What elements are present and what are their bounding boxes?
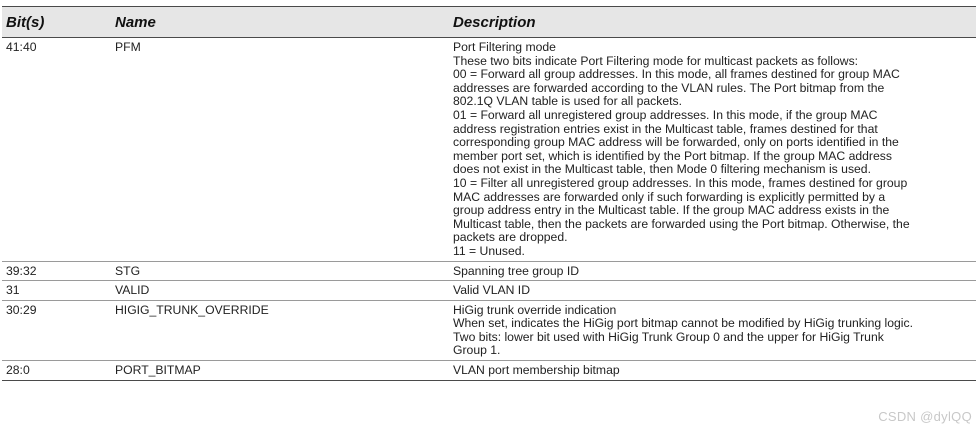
table-row (2, 261, 976, 281)
header-description: Description (451, 7, 976, 38)
description-line: addresses are forwarded according to the VLAN rules. The Port bitmap from the (453, 80, 885, 95)
bits-cell: 39:32 (2, 261, 113, 281)
description-line: 802.1Q VLAN table is used for all packets. (453, 94, 682, 109)
watermark: CSDN @dylQQ (878, 409, 972, 424)
description-line: member port set, which is identified by the Port bitmap. If the group MAC address (453, 148, 892, 163)
description-line: 11 = Unused. (453, 243, 525, 258)
bits-cell: 41:40 (2, 38, 113, 262)
description-line: 01 = Forward all unregistered group addresses. In this mode, if the group MAC (453, 107, 878, 122)
description-line: When set, indicates the HiGig port bitmap cannot be modified by HiGig trunking logic. (453, 316, 913, 331)
description-line: Spanning tree group ID (453, 263, 580, 278)
bits-cell: 31 (2, 281, 113, 301)
description-line: Two bits: lower bit used with HiGig Trunk Group 0 and the upper for HiGig Trunk (453, 329, 884, 344)
bits-cell: 30:29 (2, 300, 113, 360)
description-line: MAC addresses are forwarded only if such forwarding is explicitly permitted by a (453, 189, 886, 204)
description-cell (451, 38, 976, 262)
header-row (2, 7, 976, 38)
field-name-cell: VALID (113, 281, 451, 301)
description-line: Port Filtering mode (453, 40, 556, 54)
field-name-cell: PORT_BITMAP (113, 361, 451, 381)
table-body (2, 38, 976, 381)
table-row (2, 300, 976, 360)
table-row (2, 361, 976, 381)
description-line: does not exist in the Multicast table, then Mode 0 filtering mechanism is used. (453, 162, 871, 177)
header-bits: Bit(s) (2, 7, 113, 38)
register-field-table (2, 6, 976, 381)
field-name-cell: HIGIG_TRUNK_OVERRIDE (113, 300, 451, 360)
description-line: packets are dropped. (453, 230, 568, 245)
description-line: group address entry in the Multicast table. If the group MAC address exists in the (453, 203, 890, 218)
table-header (2, 7, 976, 38)
header-name: Name (113, 7, 451, 38)
description-line: 10 = Filter all unregistered group addresses. In this mode, frames destined for group (453, 175, 908, 190)
description-line: Valid VLAN ID (453, 283, 530, 298)
description-line: VLAN port membership bitmap (453, 363, 620, 378)
description-line: Group 1. (453, 343, 501, 358)
table-row (2, 38, 976, 262)
description-cell (451, 361, 976, 381)
description-line: Multicast table, then the packets are forwarded using the Port bitmap. Otherwise, the (453, 216, 910, 231)
description-cell (451, 281, 976, 301)
table-row (2, 281, 976, 301)
bits-cell: 28:0 (2, 361, 113, 381)
field-name-cell: STG (113, 261, 451, 281)
description-line: HiGig trunk override indication (453, 302, 617, 317)
description-cell (451, 300, 976, 360)
description-line: These two bits indicate Port Filtering mode for multicast packets as follows: (453, 53, 859, 68)
description-line: address registration entries exist in the Multicast table, frames destined for that (453, 121, 878, 136)
field-name-cell: PFM (113, 38, 451, 262)
description-cell (451, 261, 976, 281)
description-line: corresponding group MAC address will be forwarded, only on ports identified in the (453, 135, 899, 150)
description-line: 00 = Forward all group addresses. In this mode, all frames destined for group MAC (453, 67, 900, 82)
